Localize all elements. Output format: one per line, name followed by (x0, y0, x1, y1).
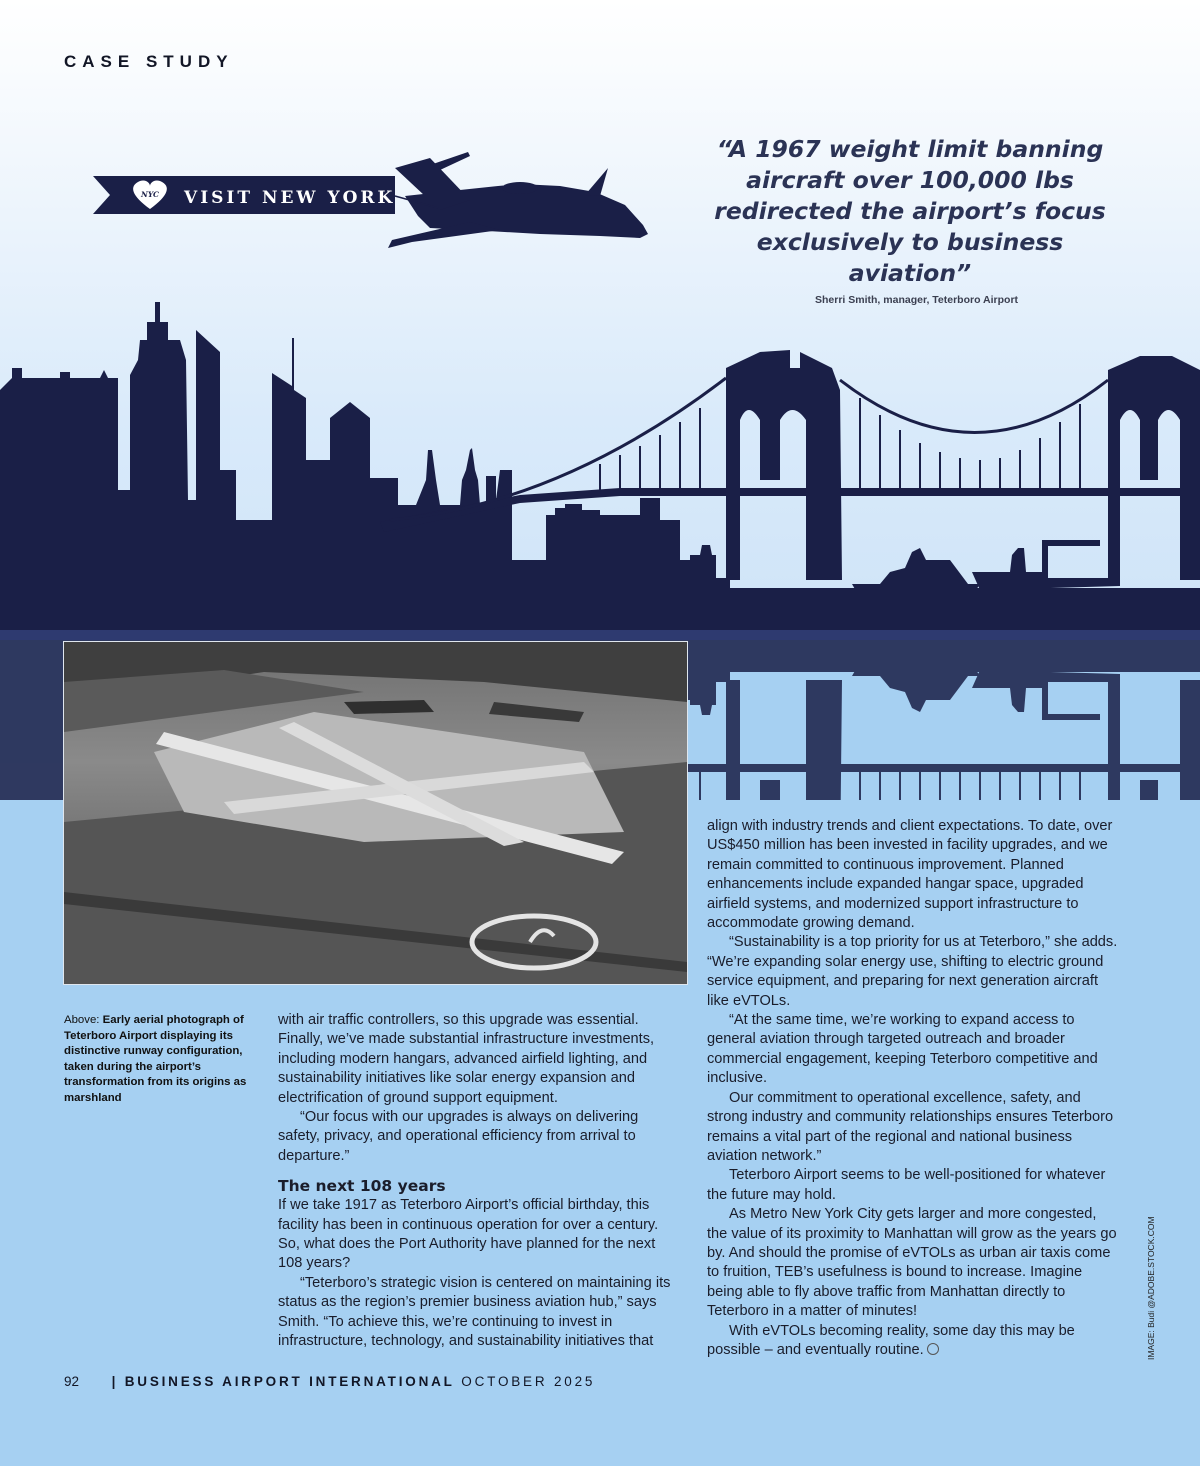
paragraph: “Our focus with our upgrades is always on delivering safety, privacy, and operational efficiency from arrival to departure.” (278, 1109, 639, 1164)
issue-date: OCTOBER 2025 (461, 1374, 596, 1389)
page-footer (64, 1374, 595, 1389)
photo-caption (64, 1013, 260, 1107)
visit-new-york-banner (93, 176, 395, 214)
article-column-2 (707, 817, 1119, 1360)
paragraph: “Sustainability is a top priority for us at Teterboro,” she adds. “We’re expanding solar energy use, shifting to electric ground service equipment, and preparing for next generation aircraft like eVTOLs. (707, 934, 1118, 1009)
paragraph: “At the same time, we’re working to expand access to general aviation through targeted outreach and broader commercial engagement, keeping Teterboro competitive and inclusive. (707, 1012, 1098, 1087)
article-column-1 (278, 1011, 680, 1352)
paragraph-text: With eVTOLs becoming reality, some day this may be possible – and eventually routine. (707, 1322, 1075, 1358)
section-heading: The next 108 years (278, 1177, 446, 1196)
paragraph: If we take 1917 as Teterboro Airport’s official birthday, this facility has been in continuous operation for over a century. So, what does the Port Authority have planned for the next 108 years? (278, 1197, 659, 1272)
pull-quote (705, 134, 1115, 307)
section-label: CASE STUDY (64, 52, 234, 71)
skyline-silhouette (0, 302, 1200, 630)
image-credit: IMAGE: Budi @ADOBE.STOCK.COM (1146, 1216, 1156, 1360)
heart-label: NYC (140, 190, 160, 199)
paragraph: As Metro New York City gets larger and more congested, the value of its proximity to Manhattan will grow as the years go by. And should the promise of eVTOLs as urban air taxis come to fruition, TEB’s usefulness is bound to increase. Imagine being able to fly above traffic from Manhattan directly to Teterboro in a matter of minutes! (707, 1206, 1117, 1320)
paragraph: align with industry trends and client expectations. To date, over US$450 million has been invested in facility upgrades, and we remain committed to continuous improvement. Planned enhancements include expanded hangar space, upgraded airfield systems, and modernized support infrastructure to accommodate growing demand. (707, 818, 1113, 932)
aerial-photo (63, 641, 688, 985)
paragraph-final (707, 1322, 1119, 1361)
caption-text: Early aerial photograph of Teterboro Airport displaying its distinctive runway configuration, taken during the airport’s transformation from its origins as marshland (64, 1014, 247, 1104)
pull-quote-attribution: Sherri Smith, manager, Teterboro Airport (815, 294, 1019, 306)
publication-name: | BUSINESS AIRPORT INTERNATIONAL (111, 1374, 455, 1389)
paragraph: Our commitment to operational excellence, safety, and strong industry and community relationships ensures Teterboro remains a vital part of the regional and national business aviation network.” (707, 1089, 1114, 1164)
paragraph: with air traffic controllers, so this upgrade was essential. Finally, we’ve made substantial infrastructure investments, including modern hangars, advanced airfield lighting, and sustainability initiatives like solar energy expansion and electrification of ground support equipment. (278, 1012, 655, 1106)
page-number: 92 (64, 1374, 80, 1389)
banner-text: VISIT NEW YORK (184, 188, 396, 208)
jet-plane-icon (388, 152, 648, 248)
end-mark-icon (927, 1343, 939, 1355)
paragraph: “Teterboro’s strategic vision is centered on maintaining its status as the region’s premier business aviation hub,” says Smith. “To achieve this, we’re continuing to invest in infrastructure, technology, and sustainability initiatives that (278, 1274, 671, 1350)
caption-lead: Above: (64, 1014, 103, 1026)
pull-quote-text: “A 1967 weight limit banning aircraft over 100,000 lbs redirected the airport’s focus exclusively to business aviation” (714, 135, 1106, 287)
aerial-photo-illustration (64, 642, 687, 984)
paragraph: Teterboro Airport seems to be well-positioned for whatever the future may hold. (707, 1167, 1106, 1203)
